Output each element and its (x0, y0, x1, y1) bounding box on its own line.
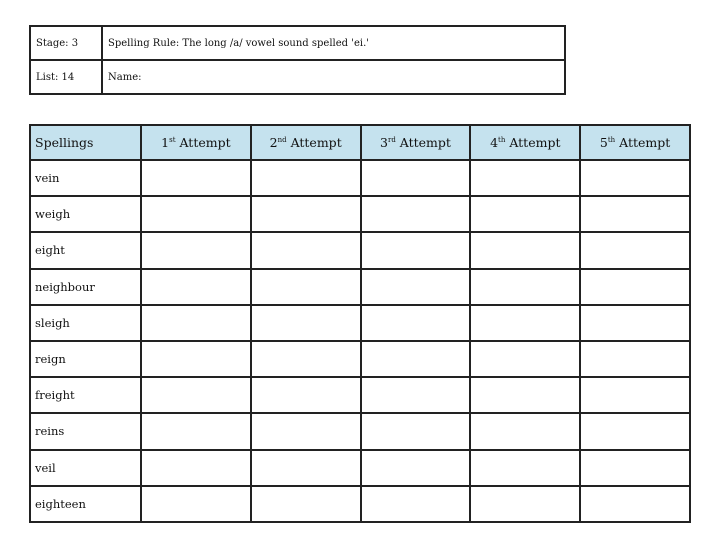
table-row (30, 232, 690, 268)
attempt-number: 5 (599, 135, 608, 150)
attempt-5-cell[interactable] (580, 486, 690, 522)
attempt-2-cell[interactable] (251, 232, 361, 268)
attempt-5-cell[interactable] (580, 305, 690, 341)
attempt-3-cell[interactable] (361, 196, 471, 232)
table-row (30, 450, 690, 486)
spelling-word: freight (30, 377, 141, 413)
header-row (30, 125, 690, 160)
attempt-number: 3 (380, 135, 388, 150)
spelling-word: eight (30, 232, 141, 268)
attempt-2-header (251, 125, 361, 160)
list-label: List: 14 (30, 60, 102, 94)
attempt-5-cell[interactable] (580, 269, 690, 305)
attempt-1-cell[interactable] (141, 269, 251, 305)
attempt-1-cell[interactable] (141, 413, 251, 449)
spelling-word: neighbour (30, 269, 141, 305)
attempt-4-cell[interactable] (470, 269, 580, 305)
attempt-5-cell[interactable] (580, 377, 690, 413)
attempt-3-cell[interactable] (361, 232, 471, 268)
attempt-3-cell[interactable] (361, 377, 471, 413)
attempt-label: Attempt (505, 135, 561, 150)
attempt-4-header (470, 125, 580, 160)
attempt-4-cell[interactable] (470, 450, 580, 486)
attempt-2-cell[interactable] (251, 305, 361, 341)
table-row (30, 377, 690, 413)
table-row (30, 196, 690, 232)
attempt-label: Attempt (175, 135, 231, 150)
attempt-1-cell[interactable] (141, 486, 251, 522)
attempt-4-cell[interactable] (470, 413, 580, 449)
spelling-word: veil (30, 450, 141, 486)
name-field[interactable]: Name: (102, 60, 565, 94)
attempt-5-cell[interactable] (580, 196, 690, 232)
attempt-3-cell[interactable] (361, 341, 471, 377)
attempt-number: 2 (269, 135, 278, 150)
ordinal-suffix: th (498, 135, 506, 144)
attempt-1-cell[interactable] (141, 232, 251, 268)
attempt-5-cell[interactable] (580, 341, 690, 377)
attempt-4-cell[interactable] (470, 232, 580, 268)
attempt-4-cell[interactable] (470, 377, 580, 413)
attempt-5-cell[interactable] (580, 160, 690, 196)
attempt-2-cell[interactable] (251, 269, 361, 305)
attempt-5-cell[interactable] (580, 450, 690, 486)
attempt-5-cell[interactable] (580, 413, 690, 449)
table-row (30, 486, 690, 522)
attempt-2-cell[interactable] (251, 450, 361, 486)
attempt-1-cell[interactable] (141, 377, 251, 413)
stage-label: Stage: 3 (30, 26, 102, 60)
ordinal-suffix: th (607, 135, 616, 144)
attempt-1-cell[interactable] (141, 450, 251, 486)
attempt-4-cell[interactable] (470, 160, 580, 196)
spelling-word: vein (30, 160, 141, 196)
attempt-2-cell[interactable] (251, 377, 361, 413)
word-rows (30, 160, 690, 522)
attempt-label: Attempt (615, 135, 671, 150)
attempt-2-cell[interactable] (251, 160, 361, 196)
spelling-word: reins (30, 413, 141, 449)
attempt-2-cell[interactable] (251, 341, 361, 377)
attempt-1-cell[interactable] (141, 341, 251, 377)
spelling-attempts-table (29, 124, 691, 523)
ordinal-suffix: st (169, 135, 176, 144)
attempt-1-header (141, 125, 251, 160)
attempt-3-cell[interactable] (361, 486, 471, 522)
attempt-2-cell[interactable] (251, 196, 361, 232)
attempt-2-cell[interactable] (251, 413, 361, 449)
attempt-5-header (580, 125, 690, 160)
attempt-3-cell[interactable] (361, 413, 471, 449)
attempt-number: 4 (490, 135, 499, 150)
attempt-4-cell[interactable] (470, 341, 580, 377)
attempt-number: 1 (161, 135, 170, 150)
attempt-2-cell[interactable] (251, 486, 361, 522)
attempt-4-cell[interactable] (470, 196, 580, 232)
spelling-rule-label: Spelling Rule: The long /a/ vowel sound spelled 'ei.' (102, 26, 565, 60)
table-row (30, 341, 690, 377)
table-row (30, 305, 690, 341)
attempt-5-cell[interactable] (580, 232, 690, 268)
attempt-label: Attempt (286, 135, 342, 150)
ordinal-suffix: rd (388, 135, 396, 144)
attempt-3-cell[interactable] (361, 305, 471, 341)
spelling-word: sleigh (30, 305, 141, 341)
attempt-3-header (361, 125, 471, 160)
attempt-4-cell[interactable] (470, 305, 580, 341)
attempt-1-cell[interactable] (141, 196, 251, 232)
attempt-1-cell[interactable] (141, 160, 251, 196)
attempt-3-cell[interactable] (361, 160, 471, 196)
spelling-word: weigh (30, 196, 141, 232)
attempt-3-cell[interactable] (361, 450, 471, 486)
ordinal-suffix: nd (277, 135, 287, 144)
attempt-3-cell[interactable] (361, 269, 471, 305)
table-row (30, 413, 690, 449)
attempt-label: Attempt (395, 135, 451, 150)
attempt-4-cell[interactable] (470, 486, 580, 522)
worksheet-info-table (29, 25, 566, 95)
spellings-header: Spellings (30, 125, 141, 160)
table-row (30, 269, 690, 305)
table-row (30, 160, 690, 196)
attempt-1-cell[interactable] (141, 305, 251, 341)
spelling-word: eighteen (30, 486, 141, 522)
spelling-word: reign (30, 341, 141, 377)
